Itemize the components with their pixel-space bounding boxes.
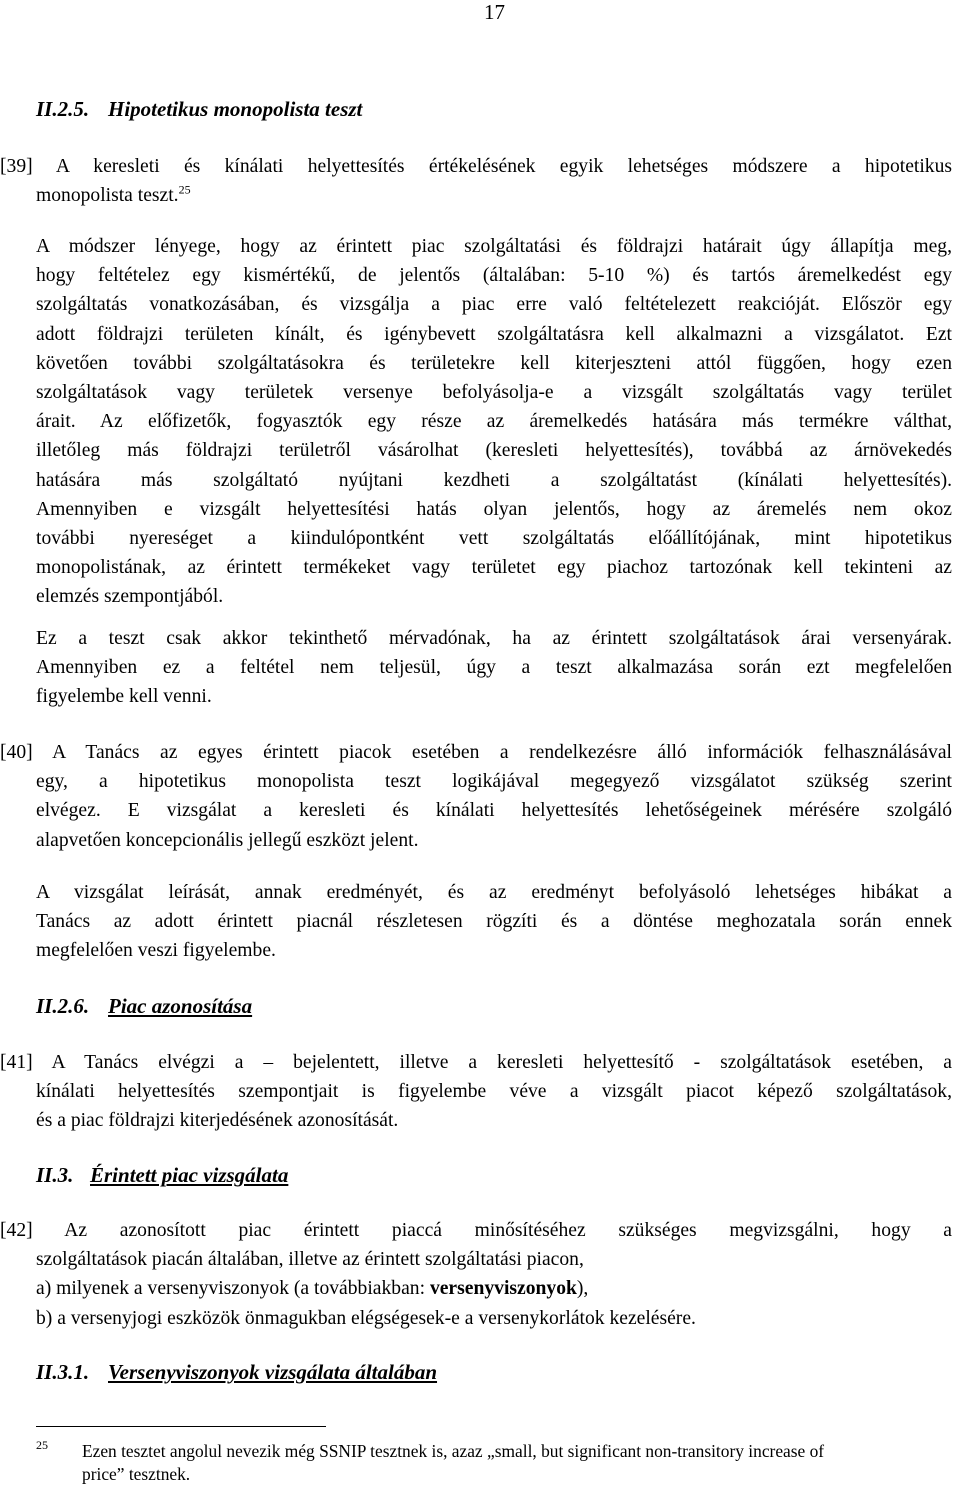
paragraph-39 — [0, 152, 952, 210]
paragraph-line — [0, 181, 952, 210]
section-number: II.3. — [36, 1163, 74, 1187]
paragraph-line-text: monopolista teszt. — [36, 185, 179, 207]
defined-term: versenyviszonyok — [429, 1278, 577, 1300]
paragraph-line: elvégez. E vizsgálat a keresleti és kínálati helyettesítés lehetőségeinek mérésére szolgáló — [36, 800, 952, 822]
paragraph-line: szolgáltatás vonatkozásában, és vizsgálja a piac erre való feltételezett reakcióját. Először egy — [36, 294, 952, 316]
paragraph-line: további nyereséget a kiindulópontként vett szolgáltatás előállítójának, mint hipotetikus — [36, 528, 952, 550]
section-title: Érintett piac vizsgálata — [90, 1163, 289, 1187]
paragraph-line: [40] A Tanács az egyes érintett piacok esetében a rendelkezésre álló információk felhasználásával — [0, 742, 952, 763]
paragraph-line: [41] A Tanács elvégzi a – bejelentett, illetve a keresleti helyettesítő - szolgáltatások esetében, a — [0, 1052, 952, 1073]
footnote-line: price” tesztnek. — [82, 1464, 191, 1484]
paragraph-line: Amennyiben e vizsgált helyettesítési hatás olyan jelentős, hogy az áremelés nem okoz — [36, 498, 952, 520]
page-number: 17 — [484, 0, 505, 24]
section-title: Piac azonosítása — [108, 994, 253, 1018]
paragraph-method — [36, 232, 952, 612]
section-number: II.2.5. — [36, 97, 90, 121]
paragraph-line: Tanács az adott érintett piacnál részletesen rögzíti és a döntése meghozatala során ennek — [36, 911, 952, 933]
paragraph-result — [36, 878, 952, 966]
paragraph-line: illetőleg más földrajzi területről vásárolhat (keresleti helyettesítés), továbbá az árnövekedés — [36, 440, 952, 462]
paragraph-line: szolgáltatások vagy területek versenye befolyásolja-e a vizsgált szolgáltatás vagy terület — [36, 382, 952, 404]
paragraph-validity — [36, 624, 952, 712]
footnote — [36, 1440, 952, 1486]
paragraph-line: követően további szolgáltatásokra és területekre kell kiterjeszteni attól függően, hogy ezen — [36, 352, 952, 374]
paragraph-line: elemzés szempontjából. — [36, 586, 224, 608]
paragraph-line: megfelelően veszi figyelembe. — [36, 940, 276, 962]
footnote-divider — [36, 1426, 326, 1427]
section-heading-2-2-5 — [36, 96, 362, 122]
paragraph-line: Ez a teszt csak akkor tekinthető mérvadónak, ha az érintett szolgáltatások árai versenyárak. — [36, 628, 952, 649]
section-number: II.3.1. — [36, 1360, 90, 1384]
paragraph-41 — [0, 1048, 952, 1136]
list-item-text: a) milyenek a versenyviszonyok (a továbbiakban: — [36, 1278, 430, 1300]
paragraph-40 — [0, 738, 952, 855]
paragraph-line: és a piac földrajzi kiterjedésének azonosítását. — [36, 1110, 399, 1132]
footnote-reference: 25 — [178, 182, 191, 197]
section-title: Hipotetikus monopolista teszt — [108, 97, 363, 121]
paragraph-line: [39] A keresleti és kínálati helyettesítés értékelésének egyik lehetséges módszere a hipotetikus — [0, 156, 952, 177]
list-item-a — [0, 1274, 952, 1303]
section-number: II.2.6. — [36, 994, 90, 1018]
paragraph-line: szolgáltatások piacán általában, illetve az érintett szolgáltatási piacon, — [36, 1249, 584, 1271]
paragraph-line: A módszer lényege, hogy az érintett piac szolgáltatási és földrajzi határait úgy állapítja meg, — [36, 236, 952, 257]
paragraph-line: egy, a hipotetikus monopolista teszt logikájával megegyező vizsgálatot szükség szerint — [36, 771, 952, 793]
paragraph-line: adott földrajzi területen kínált, és igénybevett szolgáltatásra kell alkalmazni a vizsgálatot. Ezt — [36, 323, 952, 345]
footnote-line: Ezen tesztet angolul nevezik még SSNIP tesztnek is, azaz „small, but significant non-transitory increase of — [82, 1441, 825, 1461]
section-title: Versenyviszonyok vizsgálata általában — [108, 1360, 438, 1384]
paragraph-line: árait. Az előfizetők, fogyasztók egy része az áremelkedés hatására más termékre válthat, — [36, 411, 952, 433]
section-heading-2-2-6 — [36, 993, 252, 1019]
paragraph-42 — [0, 1216, 952, 1333]
section-heading-2-3-1 — [36, 1359, 437, 1385]
list-item-b: b) a versenyjogi eszközök önmagukban elégségesek-e a versenykorlátok kezelésére. — [36, 1307, 696, 1329]
paragraph-line: hogy feltételez egy kismértékű, de jelentős (általában: 5-10 %) és tartós áremelkedést egy — [36, 265, 952, 287]
paragraph-line: hatására más szolgáltató nyújtani kezdheti a szolgáltatást (kínálati helyettesítés). — [36, 469, 952, 491]
paragraph-line: A vizsgálat leírását, annak eredményét, és az eredményt befolyásoló lehetséges hibákat a — [36, 882, 952, 903]
paragraph-line: [42] Az azonosított piac érintett piaccá minősítéséhez szükséges megvizsgálni, hogy a — [0, 1220, 952, 1241]
paragraph-line: kínálati helyettesítés szempontjait is figyelembe véve a vizsgált piacot képező szolgáltatások, — [36, 1081, 952, 1103]
section-heading-2-3 — [36, 1162, 288, 1188]
paragraph-line: figyelembe kell venni. — [36, 686, 212, 708]
list-item-text: ), — [576, 1278, 589, 1300]
footnote-number: 25 — [36, 1438, 48, 1452]
paragraph-line: alapvetően koncepcionális jellegű eszközt jelent. — [36, 829, 419, 851]
paragraph-line: monopolistának, az érintett termékeket vagy területet egy piachoz tartozónak kell tekinteni az — [36, 557, 952, 579]
paragraph-line: Amennyiben ez a feltétel nem teljesül, úgy a teszt alkalmazása során ezt megfelelően — [36, 657, 952, 679]
